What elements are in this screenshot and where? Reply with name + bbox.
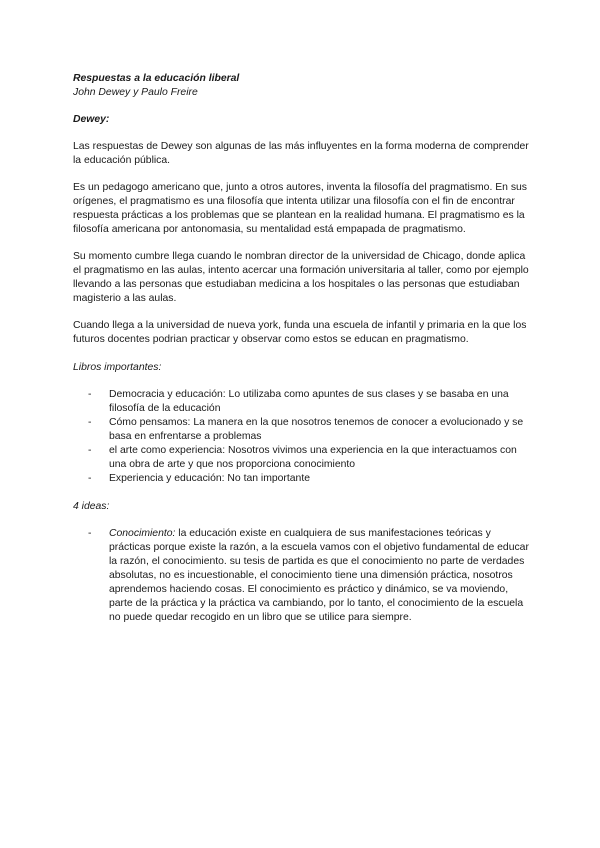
ideas-list [73,527,533,625]
paragraph-pragmatism: Es un pedagogo americano que, junto a otros autores, inventa la filosofía del pragmatismo. En sus orígenes, el pragmatismo es una filosofía que intenta utilizar una filosofía con el fin de encontrar respuesta prácticas a los problemas que se plantean en la realidad humana. El pragmatismo es la filosofía americana por antonomasia, su mentalidad está empapada de pragmatismo. [73,182,527,235]
dash-bullet: - [88,417,92,428]
paragraph-new-york: Cuando llega a la universidad de nueva york, funda una escuela de infantil y primaria en la que los futuros docentes podrian practicar y observar como estos se educan en pragmatismo. [73,320,527,345]
list-item [73,527,533,625]
book-text: Democracia y educación: Lo utilizaba como apuntes de sus clases y se basaba en una filosofía de la educación [109,389,509,414]
dash-bullet: - [88,528,92,539]
paragraph-chicago: Su momento cumbre llega cuando le nombran director de la universidad de Chicago, donde aplica el pragmatismo en las aulas, intento acercar una formación universitaria al taller, como por ejemplo llevando a las personas que estudiaban medicina a los hospitales o las personas que estudiaban magisterio a las aulas. [73,251,529,304]
paragraph-intro: Las respuestas de Dewey son algunas de las más influyentes en la forma moderna de comprender la educación pública. [73,141,529,166]
books-label: Libros importantes: [73,362,162,373]
section-heading: Dewey: [73,114,110,125]
document-body [73,72,533,625]
document-title: Respuestas a la educación liberal [73,73,240,84]
book-text: el arte como experiencia: Nosotros vivimos una experiencia en la que interactuamos con una obra de arte y que nos proporciona conocimiento [109,445,517,470]
list-item [73,416,533,444]
book-text: Cómo pensamos: La manera en la que nosotros tenemos de conocer a evolucionado y se basa en enfrentarse a problemas [109,417,524,442]
dash-bullet: - [88,473,92,484]
dash-bullet: - [88,389,92,400]
document-authors: John Dewey y Paulo Freire [73,87,198,98]
idea-term: Conocimiento: [109,528,176,539]
dash-bullet: - [88,445,92,456]
ideas-label: 4 ideas: [73,501,110,512]
books-list [73,388,533,486]
idea-text: la educación existe en cualquiera de sus manifestaciones teóricas y prácticas porque existe la razón, a la escuela vamos con el objetivo fundamental de educar la razón, el conocimiento. su tesis de partida es que el conocimiento no parte de verdades absolutas, no es incuestionable, el conocimiento tiene una dimensión práctica, nosotros aprendemos haciendo cosas. El conocimiento es práctico y dinámico, se va moviendo, parte de la práctica y la práctica va cambiando, por lo tanto, el conocimiento de la escuela no puede quedar recogido en un libro que se utilice para siempre. [109,528,529,623]
list-item [73,472,533,486]
list-item [73,388,533,416]
book-text: Experiencia y educación: No tan importante [109,473,310,484]
list-item [73,444,533,472]
